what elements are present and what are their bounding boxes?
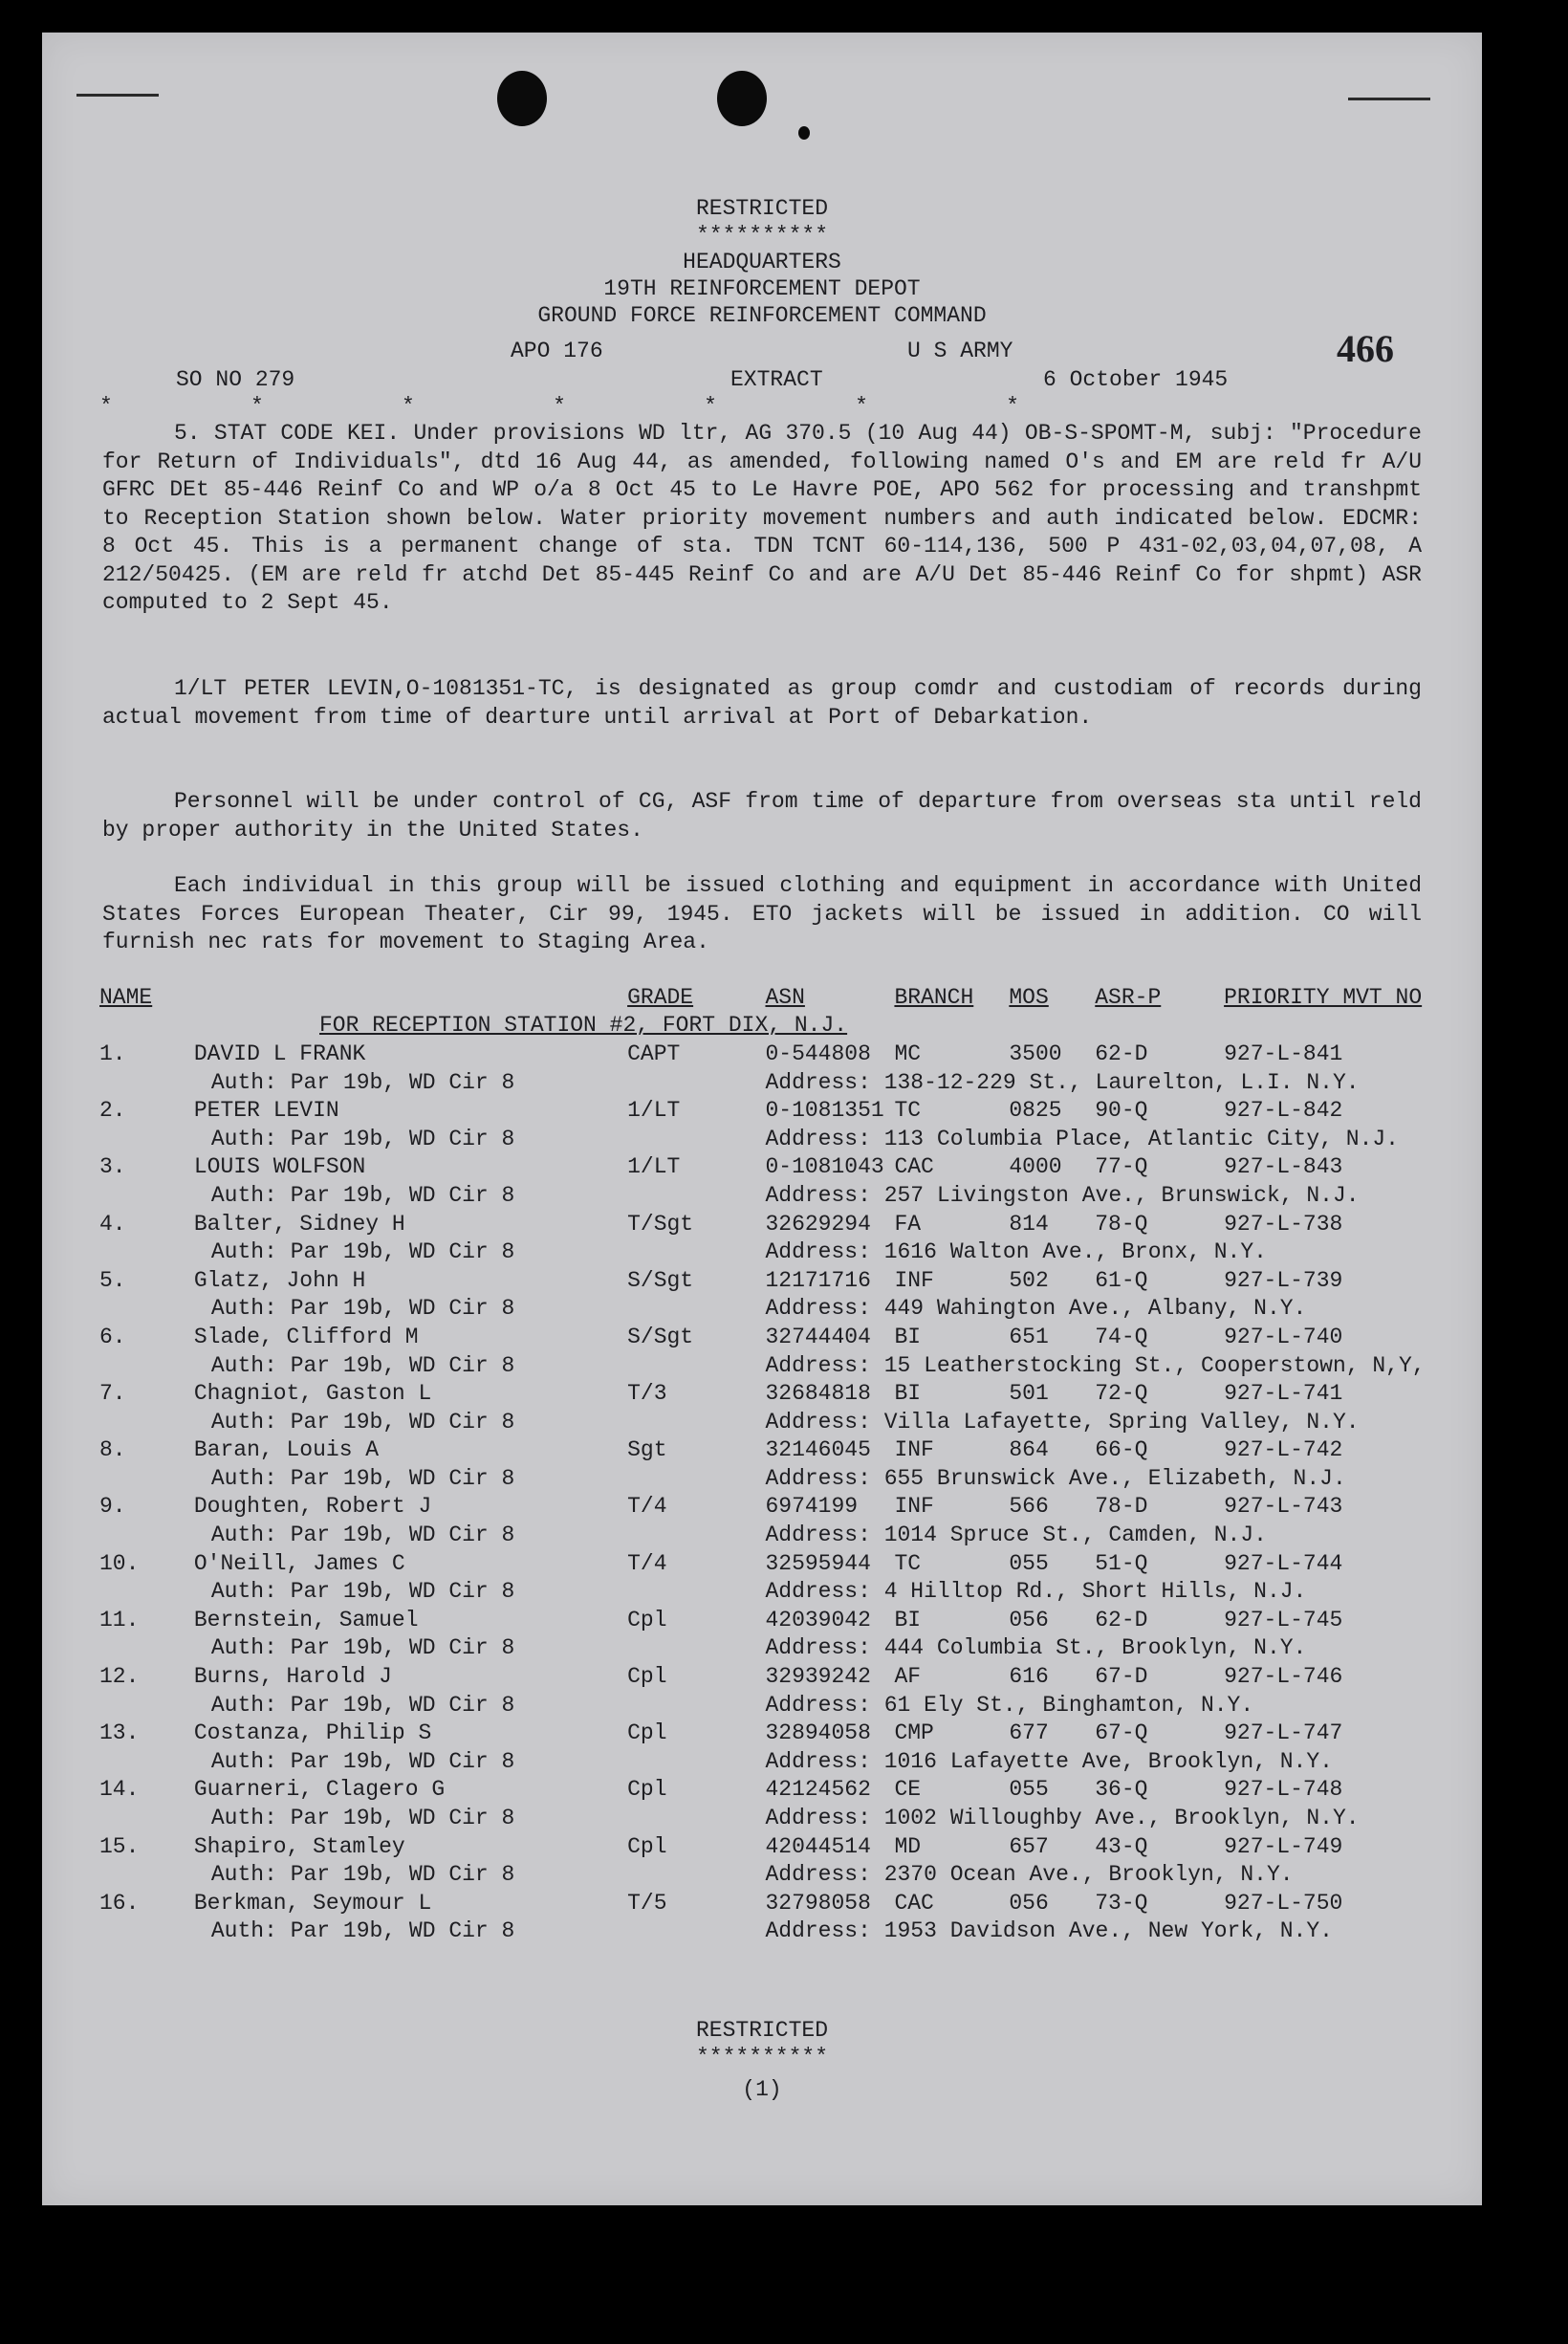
- table-row: [99, 1606, 1482, 1634]
- footer-page-number: (1): [742, 2077, 782, 2102]
- row-priority: 927-L-841: [1224, 1041, 1343, 1066]
- row-spacer: [99, 1238, 194, 1266]
- row-asrp: 62-D: [1095, 1607, 1148, 1632]
- row-branch: CAC: [894, 1154, 934, 1180]
- edge-mark-right: [1348, 98, 1430, 100]
- col-mos-header: MOS: [1009, 984, 1049, 1010]
- table-subrow: [99, 1917, 1482, 1946]
- row-grade: T/4: [627, 1550, 667, 1576]
- row-mos: 864: [1009, 1437, 1049, 1463]
- table-row: [99, 1153, 1482, 1182]
- row-number: 15.: [99, 1833, 140, 1859]
- row-name: Slade, Clifford M: [193, 1324, 419, 1349]
- row-address: Address: 1014 Spruce St., Camden, N.J.: [765, 1523, 1267, 1548]
- row-authority: Auth: Par 19b, WD Cir 8: [210, 1239, 515, 1265]
- row-number: 16.: [99, 1890, 140, 1916]
- row-branch: CE: [894, 1777, 922, 1803]
- row-number: 6.: [99, 1324, 126, 1349]
- row-spacer: [99, 1804, 194, 1832]
- row-grade: T/5: [627, 1890, 667, 1916]
- table-row: [99, 1719, 1482, 1747]
- row-authority: Auth: Par 19b, WD Cir 8: [210, 1862, 515, 1888]
- row-asn: 0-1081043: [765, 1154, 884, 1180]
- table-row: [99, 1323, 1482, 1351]
- row-spacer: [99, 1577, 194, 1606]
- row-mos: 055: [1009, 1550, 1049, 1576]
- row-mos: 616: [1009, 1664, 1049, 1690]
- table-row: [99, 1096, 1482, 1125]
- col-name-header: NAME: [99, 984, 153, 1010]
- row-address: Address: 113 Columbia Place, Atlantic City, N.J.: [765, 1126, 1399, 1151]
- row-spacer: [99, 1747, 194, 1776]
- row-grade: T/3: [627, 1381, 667, 1407]
- col-asn-header: ASN: [765, 984, 805, 1010]
- row-asn: 32146045: [765, 1437, 871, 1463]
- row-branch: TC: [894, 1098, 922, 1124]
- table-row: [99, 1493, 1482, 1522]
- row-authority: Auth: Par 19b, WD Cir 8: [210, 1918, 515, 1944]
- row-asn: 12171716: [765, 1267, 871, 1293]
- row-grade: Cpl: [627, 1720, 667, 1746]
- row-address: Address: 61 Ely St., Binghamton, N.Y.: [765, 1692, 1254, 1718]
- document-footer: [42, 2017, 1482, 2103]
- row-authority: Auth: Par 19b, WD Cir 8: [210, 1523, 515, 1548]
- row-grade: Cpl: [627, 1777, 667, 1803]
- row-branch: FA: [894, 1211, 922, 1237]
- row-name: Baran, Louis A: [193, 1437, 380, 1463]
- table-row: [99, 1889, 1482, 1917]
- row-priority: 927-L-739: [1224, 1267, 1343, 1293]
- row-name: O'Neill, James C: [193, 1550, 405, 1576]
- row-grade: CAPT: [627, 1041, 681, 1066]
- row-asrp: 74-Q: [1095, 1324, 1148, 1349]
- row-grade: S/Sgt: [627, 1324, 694, 1349]
- row-branch: BI: [894, 1607, 922, 1632]
- row-address: Address: 4 Hilltop Rd., Short Hills, N.J.: [765, 1579, 1307, 1605]
- row-address: Address: 449 Wahington Ave., Albany, N.Y.: [765, 1296, 1307, 1322]
- row-address: Address: 257 Livingston Ave., Brunswick, N.J.: [765, 1182, 1360, 1208]
- reception-station-label: FOR RECEPTION STATION #2, FORT DIX, N.J.: [319, 1013, 848, 1039]
- row-branch: CMP: [894, 1720, 934, 1746]
- row-name: Guarneri, Clagero G: [193, 1777, 446, 1803]
- row-address: Address: 15 Leatherstocking St., Cooperstown, N,Y,: [765, 1352, 1426, 1378]
- footer-classification: RESTRICTED: [695, 2018, 829, 2043]
- row-number: 8.: [99, 1437, 126, 1463]
- row-asn: 42044514: [765, 1833, 871, 1859]
- row-mos: 3500: [1009, 1041, 1062, 1066]
- row-priority: 927-L-843: [1224, 1154, 1343, 1180]
- table-row: [99, 1266, 1482, 1295]
- row-asrp: 66-Q: [1095, 1437, 1148, 1463]
- row-mos: 677: [1009, 1720, 1049, 1746]
- row-grade: Sgt: [627, 1437, 667, 1463]
- row-number: 14.: [99, 1777, 140, 1803]
- personnel-roster: [99, 983, 1482, 1945]
- table-subrow: [99, 1747, 1482, 1776]
- header-army: U S ARMY: [907, 339, 1013, 363]
- row-asn: 32684818: [765, 1381, 871, 1407]
- row-number: 9.: [99, 1494, 126, 1520]
- table-subrow: [99, 1125, 1482, 1153]
- col-asrp-header: ASR-P: [1095, 984, 1162, 1010]
- row-mos: 056: [1009, 1607, 1049, 1632]
- punch-hole-right: [717, 71, 767, 126]
- row-name: Bernstein, Samuel: [193, 1607, 419, 1632]
- table-subrow: [99, 1238, 1482, 1266]
- col-branch-header: BRANCH: [894, 984, 974, 1010]
- row-mos: 657: [1009, 1833, 1049, 1859]
- row-priority: 927-L-748: [1224, 1777, 1343, 1803]
- table-row: [99, 1379, 1482, 1408]
- row-priority: 927-L-744: [1224, 1550, 1343, 1576]
- row-name: Chagniot, Gaston L: [193, 1381, 432, 1407]
- roster-header-row: [99, 983, 1482, 1012]
- row-authority: Auth: Par 19b, WD Cir 8: [210, 1182, 515, 1208]
- row-authority: Auth: Par 19b, WD Cir 8: [210, 1296, 515, 1322]
- row-mos: 651: [1009, 1324, 1049, 1349]
- row-priority: 927-L-741: [1224, 1381, 1343, 1407]
- row-spacer: [99, 1181, 194, 1210]
- row-priority: 927-L-842: [1224, 1098, 1343, 1124]
- col-priority-header: PRIORITY MVT NO: [1224, 984, 1423, 1010]
- row-grade: S/Sgt: [627, 1267, 694, 1293]
- extract-label: EXTRACT: [730, 367, 823, 392]
- row-priority: 927-L-740: [1224, 1324, 1343, 1349]
- row-asrp: 73-Q: [1095, 1890, 1148, 1916]
- table-subrow: [99, 1351, 1482, 1380]
- table-subrow: [99, 1521, 1482, 1549]
- row-asn: 32798058: [765, 1890, 871, 1916]
- row-asrp: 43-Q: [1095, 1833, 1148, 1859]
- row-priority: 927-L-750: [1224, 1890, 1343, 1916]
- row-address: Address: 1002 Willoughby Ave., Brooklyn, N.Y.: [765, 1806, 1360, 1831]
- row-name: Balter, Sidney H: [193, 1211, 405, 1237]
- row-mos: 055: [1009, 1777, 1049, 1803]
- table-subrow: [99, 1860, 1482, 1889]
- row-name: Shapiro, Stamley: [193, 1833, 405, 1859]
- table-subrow: [99, 1634, 1482, 1663]
- row-priority: 927-L-738: [1224, 1211, 1343, 1237]
- row-address: Address: 655 Brunswick Ave., Elizabeth, N.J.: [765, 1465, 1346, 1491]
- row-address: Address: 1953 Davidson Ave., New York, N.Y.: [765, 1918, 1333, 1944]
- row-mos: 0825: [1009, 1098, 1062, 1124]
- row-asrp: 77-Q: [1095, 1154, 1148, 1180]
- row-asrp: 78-Q: [1095, 1211, 1148, 1237]
- row-asrp: 61-Q: [1095, 1267, 1148, 1293]
- row-authority: Auth: Par 19b, WD Cir 8: [210, 1409, 515, 1435]
- header-line-command: GROUND FORCE REINFORCEMENT COMMAND: [537, 303, 987, 328]
- row-mos: 4000: [1009, 1154, 1062, 1180]
- star-separator: * * * * * * *: [99, 394, 1021, 419]
- table-subrow: [99, 1068, 1482, 1097]
- row-number: 13.: [99, 1720, 140, 1746]
- table-subrow: [99, 1181, 1482, 1210]
- punch-hole-small: [798, 126, 810, 140]
- row-mos: 501: [1009, 1381, 1049, 1407]
- row-priority: 927-L-743: [1224, 1494, 1343, 1520]
- table-subrow: [99, 1804, 1482, 1832]
- header-line-hq: HEADQUARTERS: [683, 250, 841, 274]
- row-mos: 566: [1009, 1494, 1049, 1520]
- row-grade: Cpl: [627, 1664, 667, 1690]
- table-row: [99, 1776, 1482, 1805]
- row-asn: 32595944: [765, 1550, 871, 1576]
- table-row: [99, 1040, 1482, 1068]
- row-asrp: 67-Q: [1095, 1720, 1148, 1746]
- row-asrp: 51-Q: [1095, 1550, 1148, 1576]
- row-name: Doughten, Robert J: [193, 1494, 432, 1520]
- row-priority: 927-L-746: [1224, 1664, 1343, 1690]
- table-row: [99, 1436, 1482, 1465]
- row-mos: 814: [1009, 1211, 1049, 1237]
- row-asrp: 36-Q: [1095, 1777, 1148, 1803]
- row-asn: 0-1081351: [765, 1098, 884, 1124]
- order-date: 6 October 1945: [1043, 367, 1229, 392]
- document-header: [42, 195, 1482, 329]
- row-name: DAVID L FRANK: [193, 1041, 366, 1066]
- row-number: 7.: [99, 1381, 126, 1407]
- page-mark: 466: [1337, 327, 1394, 370]
- header-classification: RESTRICTED: [695, 196, 829, 221]
- row-spacer: [99, 1860, 194, 1889]
- row-grade: Cpl: [627, 1607, 667, 1632]
- station-row: [99, 1012, 1482, 1041]
- row-name: LOUIS WOLFSON: [193, 1154, 366, 1180]
- row-number: 2.: [99, 1098, 126, 1124]
- row-branch: BI: [894, 1324, 922, 1349]
- row-asn: 6974199: [765, 1494, 859, 1520]
- document-page: [42, 33, 1482, 2205]
- table-row: [99, 1662, 1482, 1691]
- row-spacer: [99, 1691, 194, 1720]
- row-asn: 42039042: [765, 1607, 871, 1632]
- row-name: PETER LEVIN: [193, 1098, 339, 1124]
- row-grade: 1/LT: [627, 1154, 681, 1180]
- row-priority: 927-L-742: [1224, 1437, 1343, 1463]
- header-asterisks: **********: [695, 223, 829, 248]
- row-authority: Auth: Par 19b, WD Cir 8: [210, 1806, 515, 1831]
- row-number: 10.: [99, 1550, 140, 1576]
- row-authority: Auth: Par 19b, WD Cir 8: [210, 1126, 515, 1151]
- edge-mark-left: [76, 94, 159, 97]
- row-authority: Auth: Par 19b, WD Cir 8: [210, 1069, 515, 1095]
- row-asn: 32629294: [765, 1211, 871, 1237]
- row-spacer: [99, 1464, 194, 1493]
- header-apo: APO 176: [511, 339, 603, 363]
- row-name: Berkman, Seymour L: [193, 1890, 432, 1916]
- row-asrp: 62-D: [1095, 1041, 1148, 1066]
- row-name: Costanza, Philip S: [193, 1720, 432, 1746]
- row-address: Address: 444 Columbia St., Brooklyn, N.Y.: [765, 1635, 1307, 1661]
- row-asrp: 72-Q: [1095, 1381, 1148, 1407]
- row-asn: 0-544808: [765, 1041, 871, 1066]
- col-grade-header: GRADE: [627, 984, 694, 1010]
- row-branch: MD: [894, 1833, 922, 1859]
- table-subrow: [99, 1464, 1482, 1493]
- row-branch: TC: [894, 1550, 922, 1576]
- table-subrow: [99, 1295, 1482, 1324]
- paragraph-clothing: Each individual in this group will be issued clothing and equipment in accordance with United States Forces European Theater, Cir 99, 1945. ETO jackets will be issued in addition. CO will furnish nec rats for movement to Staging Area.: [102, 873, 1422, 954]
- row-branch: CAC: [894, 1890, 934, 1916]
- row-branch: INF: [894, 1267, 934, 1293]
- row-address: Address: 2370 Ocean Ave., Brooklyn, N.Y.: [765, 1862, 1294, 1888]
- row-asn: 32744404: [765, 1324, 871, 1349]
- row-grade: T/Sgt: [627, 1211, 694, 1237]
- table-subrow: [99, 1691, 1482, 1720]
- row-asn: 42124562: [765, 1777, 871, 1803]
- special-order-number: SO NO 279: [176, 367, 295, 392]
- row-authority: Auth: Par 19b, WD Cir 8: [210, 1579, 515, 1605]
- row-spacer: [99, 1521, 194, 1549]
- table-subrow: [99, 1408, 1482, 1436]
- row-spacer: [99, 1351, 194, 1380]
- row-grade: T/4: [627, 1494, 667, 1520]
- row-grade: 1/LT: [627, 1098, 681, 1124]
- paragraph-group-commander: 1/LT PETER LEVIN,O-1081351-TC, is designated as group comdr and custodiam of records during actual movement from time of dearture until arrival at Port of Debarkation.: [102, 676, 1422, 730]
- row-spacer: [99, 1068, 194, 1097]
- row-address: Address: Villa Lafayette, Spring Valley, N.Y.: [765, 1409, 1360, 1435]
- row-authority: Auth: Par 19b, WD Cir 8: [210, 1465, 515, 1491]
- row-authority: Auth: Par 19b, WD Cir 8: [210, 1635, 515, 1661]
- row-branch: INF: [894, 1437, 934, 1463]
- row-number: 3.: [99, 1154, 126, 1180]
- row-priority: 927-L-749: [1224, 1833, 1343, 1859]
- row-number: 4.: [99, 1211, 126, 1237]
- row-authority: Auth: Par 19b, WD Cir 8: [210, 1748, 515, 1774]
- row-priority: 927-L-745: [1224, 1607, 1343, 1632]
- row-asrp: 78-D: [1095, 1494, 1148, 1520]
- table-row: [99, 1832, 1482, 1861]
- row-number: 5.: [99, 1267, 126, 1293]
- row-spacer: [99, 1408, 194, 1436]
- row-spacer: [99, 1295, 194, 1324]
- row-asrp: 90-Q: [1095, 1098, 1148, 1124]
- row-spacer: [99, 1125, 194, 1153]
- row-grade: Cpl: [627, 1833, 667, 1859]
- row-authority: Auth: Par 19b, WD Cir 8: [210, 1692, 515, 1718]
- row-mos: 502: [1009, 1267, 1049, 1293]
- row-priority: 927-L-747: [1224, 1720, 1343, 1746]
- row-address: Address: 138-12-229 St., Laurelton, L.I. N.Y.: [765, 1069, 1360, 1095]
- row-address: Address: 1016 Lafayette Ave, Brooklyn, N.Y.: [765, 1748, 1333, 1774]
- row-branch: BI: [894, 1381, 922, 1407]
- row-name: Burns, Harold J: [193, 1664, 392, 1690]
- row-branch: INF: [894, 1494, 934, 1520]
- footer-asterisks: **********: [695, 2045, 829, 2070]
- row-number: 1.: [99, 1041, 126, 1066]
- row-asn: 32894058: [765, 1720, 871, 1746]
- row-spacer: [99, 1634, 194, 1663]
- row-number: 11.: [99, 1607, 140, 1632]
- row-name: Glatz, John H: [193, 1267, 366, 1293]
- punch-hole-left: [497, 71, 547, 126]
- row-asn: 32939242: [765, 1664, 871, 1690]
- table-row: [99, 1549, 1482, 1578]
- row-authority: Auth: Par 19b, WD Cir 8: [210, 1352, 515, 1378]
- row-mos: 056: [1009, 1890, 1049, 1916]
- paragraph-control: Personnel will be under control of CG, ASF from time of departure from overseas sta until reld by proper authority in the United States.: [102, 789, 1422, 843]
- row-spacer: [99, 1917, 194, 1946]
- paragraph-5: 5. STAT CODE KEI. Under provisions WD ltr, AG 370.5 (10 Aug 44) OB-S-SPOMT-M, subj: "Procedure for Return of Individuals", dtd 16 Aug 44, as amended, following named O's and EM are reld fr A/U GFRC DEt 85-446 Reinf Co and WP o/a 8 Oct 45 to Le Havre POE, APO 562 for processing and transhpmt to Reception Station shown below. Water priority movement numbers and auth indicated below. EDCMR: 8 Oct 45. This is a permanent change of sta. TDN TCNT 60-114,136, 500 P 431-02,03,04,07,08, A 212/50425. (EM are reld fr atchd Det 85-445 Reinf Co and are A/U Det 85-446 Reinf Co for shpmt) ASR computed to 2 Sept 45.: [102, 421, 1422, 615]
- row-address: Address: 1616 Walton Ave., Bronx, N.Y.: [765, 1239, 1267, 1265]
- row-asrp: 67-D: [1095, 1664, 1148, 1690]
- row-branch: MC: [894, 1041, 922, 1066]
- header-line-depot: 19TH REINFORCEMENT DEPOT: [603, 276, 921, 301]
- row-branch: AF: [894, 1664, 922, 1690]
- row-number: 12.: [99, 1664, 140, 1690]
- table-subrow: [99, 1577, 1482, 1606]
- table-row: [99, 1210, 1482, 1238]
